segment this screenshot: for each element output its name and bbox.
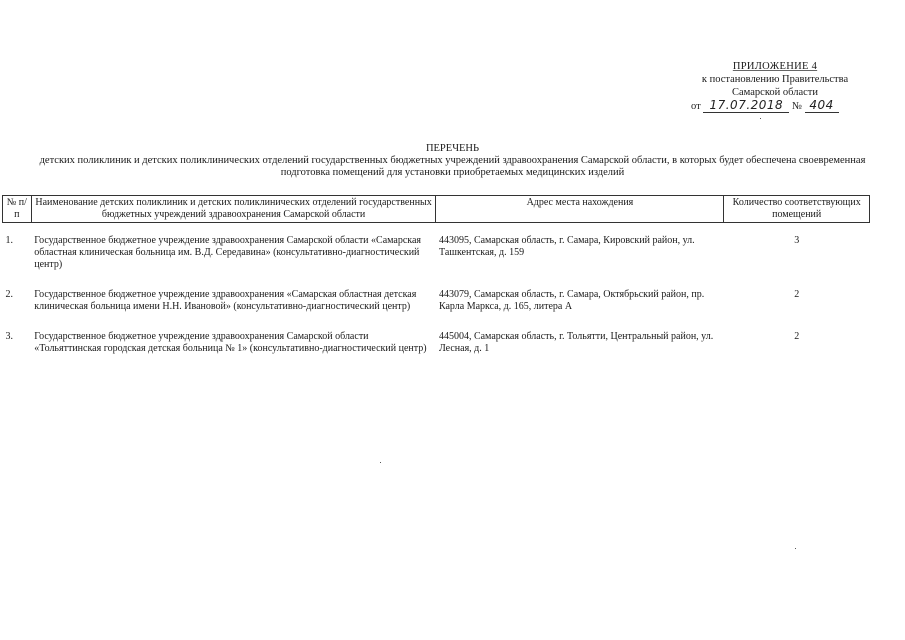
row-count: 2	[794, 331, 800, 342]
scan-speck	[760, 118, 761, 119]
table-row	[3, 223, 870, 278]
from-label: от	[691, 101, 701, 112]
appendix-title: ПРИЛОЖЕНИЕ 4	[732, 61, 818, 72]
table-row	[3, 319, 870, 361]
document-title: ПЕРЕЧЕНЬ	[425, 143, 480, 154]
appendix-line-1: к постановлению Правительства	[701, 74, 849, 85]
header-name: Наименование детских поликлиник и детских поликлинических отделений государственных бюджетных учреждений здравоохранения Самарской области	[31, 196, 436, 223]
row-number: 2.	[5, 289, 13, 300]
appendix-block	[685, 60, 865, 113]
facilities-table	[2, 195, 870, 361]
row-count: 3	[794, 235, 800, 246]
document-subtitle-line-2: подготовка помещений для установки приобретаемых медицинских изделий	[280, 167, 625, 178]
appendix-line-2: Самарской области	[732, 87, 818, 98]
row-address: 445004, Самарская область, г. Тольятти, Центральный район, ул. Лесная, д. 1	[438, 331, 714, 354]
handwritten-date: 17.07.2018	[703, 99, 789, 113]
header-number: № п/п	[3, 196, 32, 223]
row-count: 2	[794, 289, 800, 300]
number-label: №	[791, 101, 802, 112]
appendix-date-line	[691, 99, 865, 113]
table-header-row	[3, 196, 870, 223]
table-row	[3, 277, 870, 319]
header-count: Количество соответствующих помещений	[724, 196, 870, 223]
row-number: 3.	[5, 331, 13, 342]
row-number: 1.	[5, 235, 13, 246]
header-address: Адрес места нахождения	[436, 196, 724, 223]
scan-speck	[795, 548, 796, 549]
document-heading	[10, 143, 895, 179]
scan-speck	[380, 462, 381, 463]
row-name: Государственное бюджетное учреждение здравоохранения Самарской области «Тольяттинская городская детская больница № 1» (консультативно-диагностический центр)	[34, 331, 427, 354]
handwritten-number: 404	[805, 99, 839, 113]
row-address: 443095, Самарская область, г. Самара, Кировский район, ул. Ташкентская, д. 159	[438, 235, 695, 258]
row-name: Государственное бюджетное учреждение здравоохранения Самарской области «Самарская областная клиническая больница им. В.Д. Середавина» (консультативно-диагностический центр)	[34, 235, 422, 270]
document-subtitle-line-1: детских поликлиник и детских поликлинических отделений государственных бюджетных учреждений здравоохранения Самарской области, в которых будет обеспечена своевременная	[39, 155, 866, 166]
row-name: Государственное бюджетное учреждение здравоохранения «Самарская областная детская клиническая больница имени Н.Н. Ивановой» (консультативно-диагностический центр)	[34, 289, 417, 312]
row-address: 443079, Самарская область, г. Самара, Октябрьский район, пр. Карла Маркса, д. 165, литера А	[438, 289, 705, 312]
